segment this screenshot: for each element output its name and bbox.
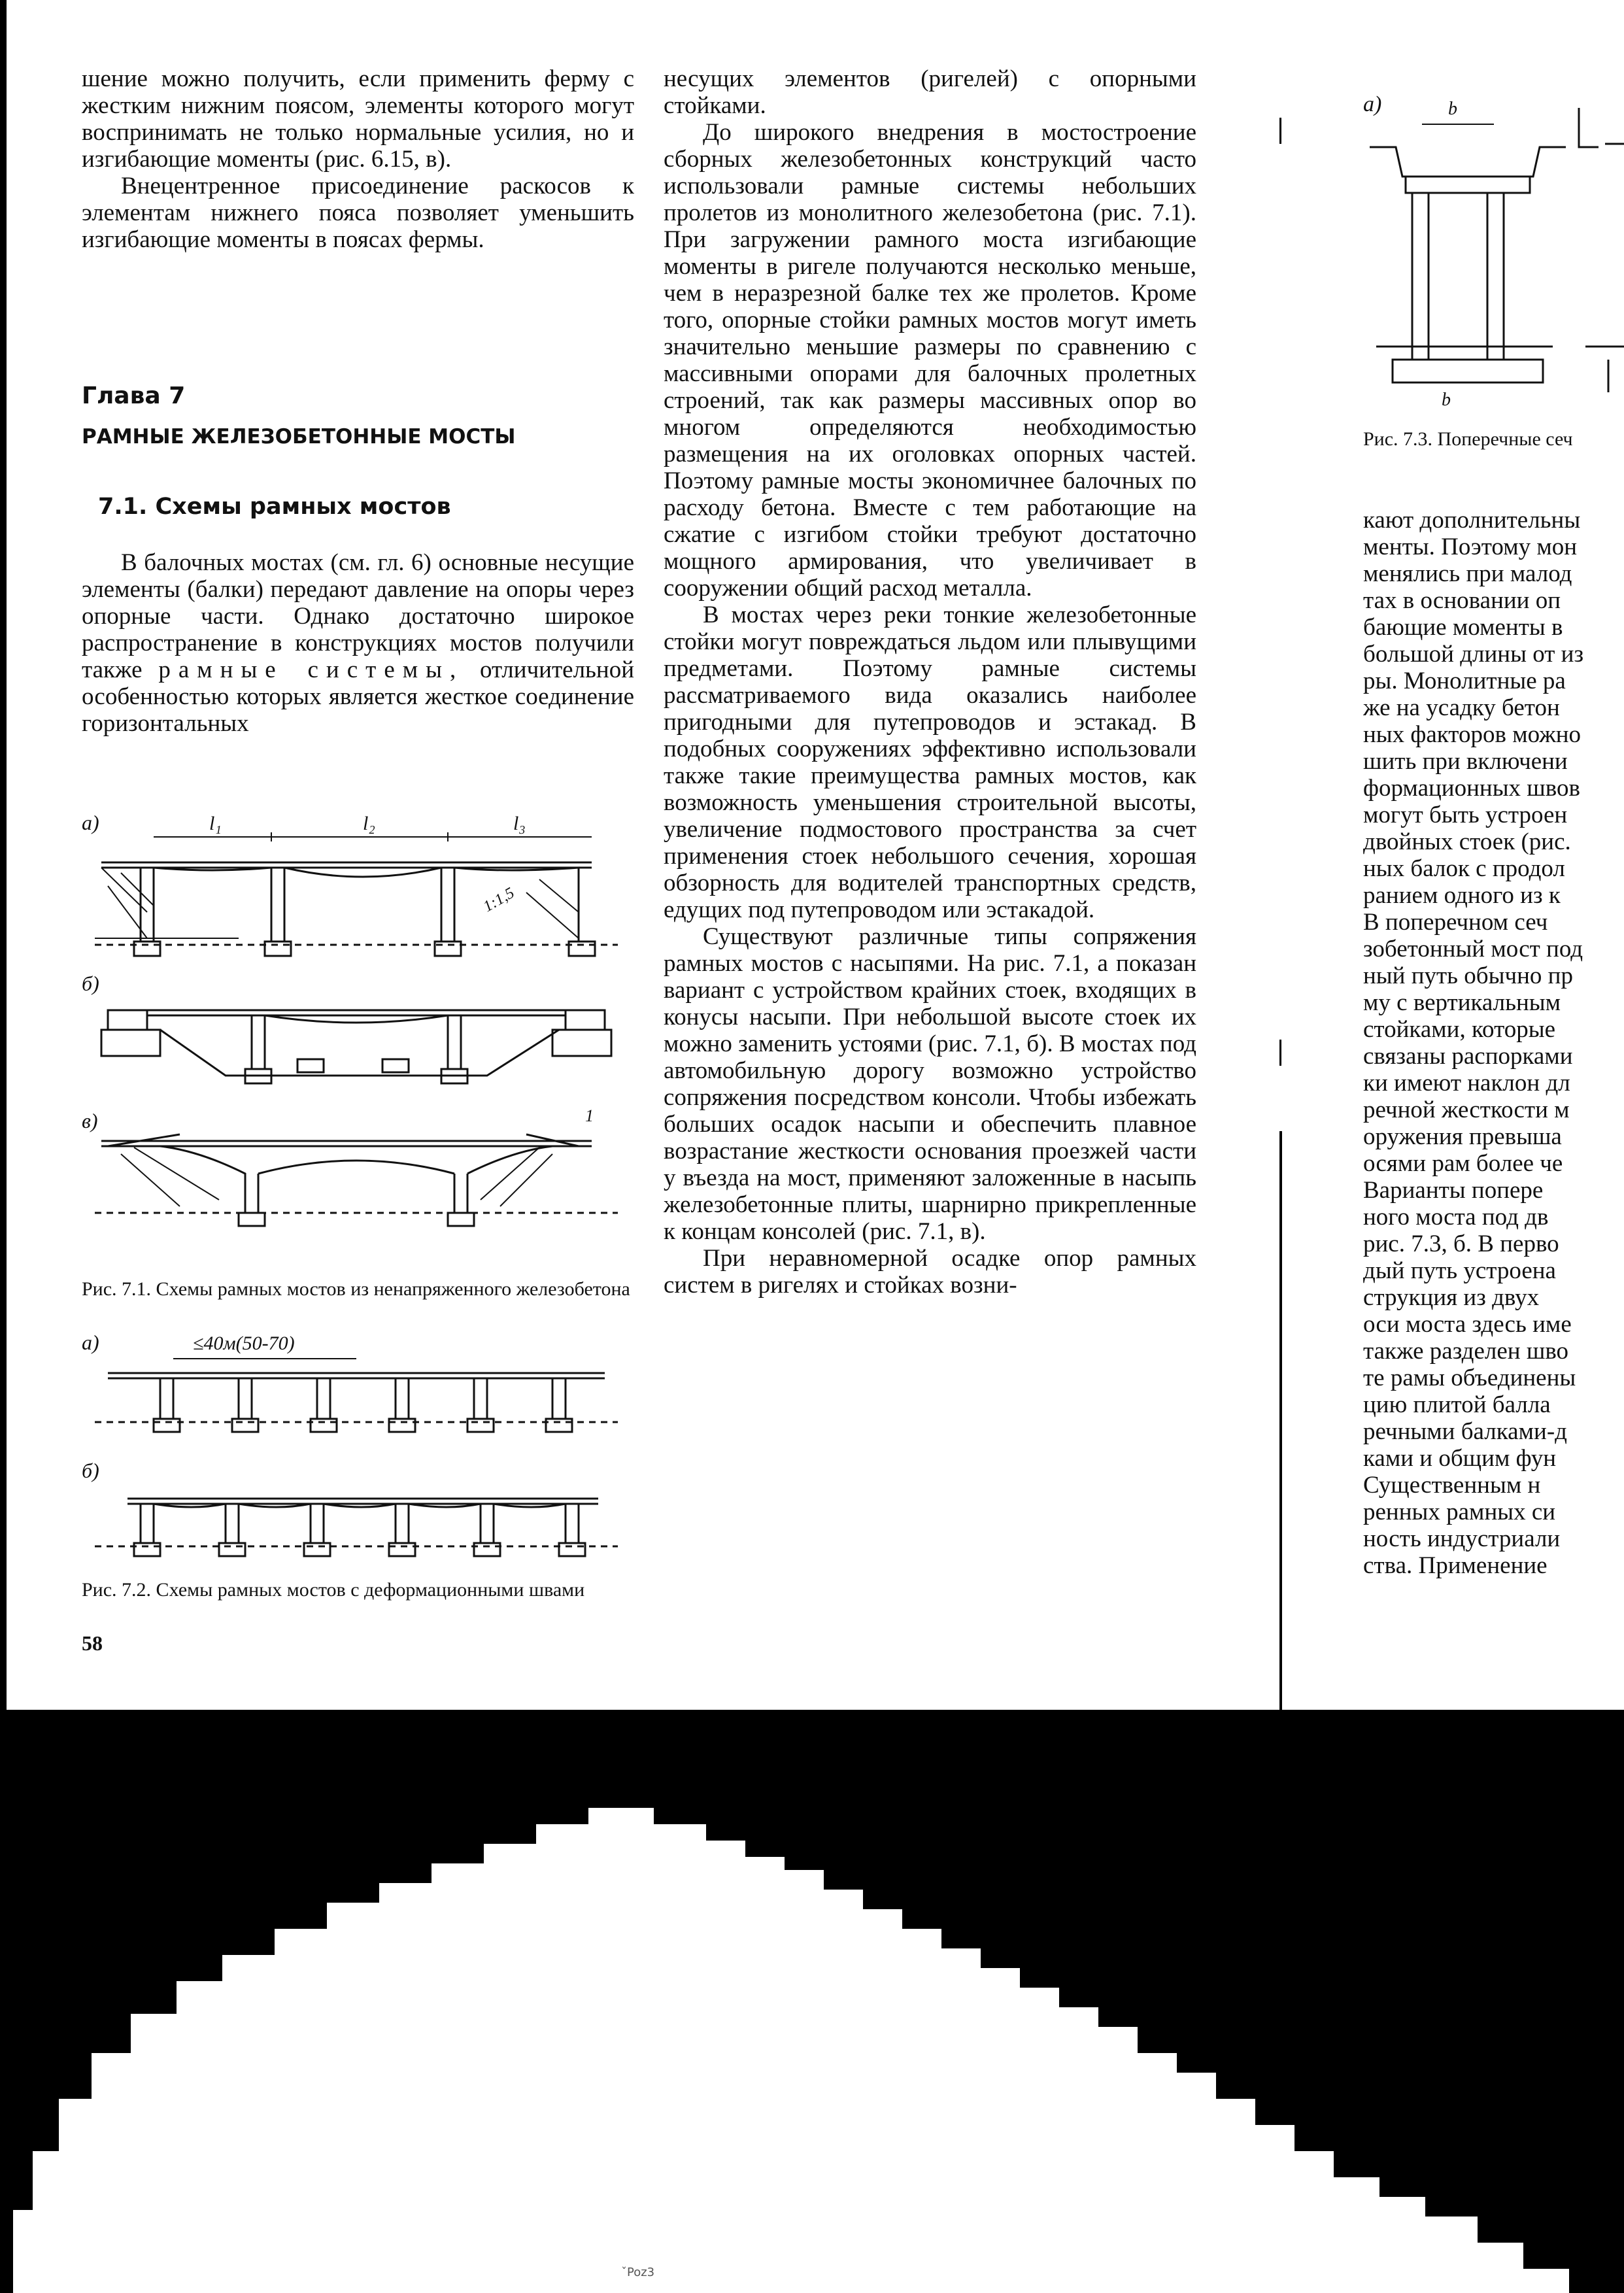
right-text-line: ранием одного из к xyxy=(1363,882,1561,909)
right-text-line: струкция из двух xyxy=(1363,1284,1540,1311)
fig71-l2: l₂ xyxy=(363,813,375,834)
right-text-line: речной жесткости м xyxy=(1363,1096,1570,1123)
right-text-line: оси моста здесь име xyxy=(1363,1311,1572,1338)
fig72-span: ≤40м(50-70) xyxy=(193,1333,295,1354)
right-text-line: В поперечном сеч xyxy=(1363,909,1548,936)
right-text-line: те рамы объединены xyxy=(1363,1365,1576,1391)
page-number: 58 xyxy=(82,1631,103,1655)
fig73-label-a: а) xyxy=(1363,92,1382,116)
right-text-line: большой длины от из xyxy=(1363,641,1584,668)
fig73-b-bottom: b xyxy=(1442,390,1451,410)
right-text-line: ных факторов можно xyxy=(1363,721,1582,748)
right-text-line: двойных стоек (рис. xyxy=(1363,828,1571,855)
right-text-line: связаны распорками xyxy=(1363,1043,1573,1070)
intro-text: В балочных мостах (см. гл. 6) основные несущие элементы (балки) передают давление на опоры через опорные части. Однако достаточно широкое распространение в конструкциях мостов получили также xyxy=(82,549,634,683)
fig71-l3: l₃ xyxy=(513,813,526,834)
right-text-line: Варианты попере xyxy=(1363,1177,1544,1204)
fig71-label-v: в) xyxy=(82,1109,98,1132)
right-text-line: менялись при малод xyxy=(1363,560,1572,587)
right-text-line: оружения превыша xyxy=(1363,1123,1562,1150)
right-text-line: цию плитой балла xyxy=(1363,1391,1551,1418)
right-text-line: шить при включени xyxy=(1363,748,1568,775)
intro-spaced-term: рамные системы, xyxy=(158,656,464,683)
chapter-title: РАМНЫЕ ЖЕЛЕЗОБЕТОННЫЕ МОСТЫ xyxy=(82,425,516,449)
right-text-line: Существенным н xyxy=(1363,1472,1541,1499)
fig71-caption: Рис. 7.1. Схемы рамных мостов из ненапряженного железобетона xyxy=(82,1278,630,1300)
fig71-slope: 1:1,5 xyxy=(481,884,518,916)
right-text-line: стойками, которые xyxy=(1363,1016,1556,1043)
right-text-line: также разделен шво xyxy=(1363,1338,1569,1365)
scan-mark: ˇPoz3 xyxy=(621,2266,655,2279)
right-text-line: осями рам более че xyxy=(1363,1150,1563,1177)
fig72-label-b: б) xyxy=(82,1459,99,1482)
right-text-line: же на усадку бетон xyxy=(1363,694,1560,721)
paragraph-continuation: шение можно получить, если применить ферму с жестким нижним поясом, элементы которого могут воспринимать не только нормальные усилия, но и изгибающие моменты (рис. 6.15, в). xyxy=(82,65,634,173)
right-text-line: могут быть устроен xyxy=(1363,802,1568,828)
middle-paragraph-5: При неравномерной осадке опор рамных систем в ригелях и стойках возни- xyxy=(664,1245,1196,1299)
right-text-line: ный путь обычно пр xyxy=(1363,962,1573,989)
right-text-line: дый путь устроена xyxy=(1363,1257,1556,1284)
fig71-callout: 1 xyxy=(585,1106,594,1125)
chapter-label: Глава 7 xyxy=(82,382,186,409)
right-text-line: ность индустриали xyxy=(1363,1525,1561,1552)
right-text-line: ки имеют наклон дл xyxy=(1363,1070,1570,1096)
paragraph-eccentric: Внецентренное присоединение раскосов к элементам нижнего пояса позволяет уменьшить изгибающие моменты в поясах фермы. xyxy=(82,173,634,253)
fig72-caption: Рис. 7.2. Схемы рамных мостов с деформационными швами xyxy=(82,1579,585,1601)
right-text-line: ренных рамных си xyxy=(1363,1499,1556,1525)
right-text-line: бающие моменты в xyxy=(1363,614,1563,641)
right-text-line: ных балок с продол xyxy=(1363,855,1565,882)
fig71-label-b: б) xyxy=(82,972,99,995)
right-text-line: формационных швов xyxy=(1363,775,1580,802)
right-text-line: менты. Поэтому мон xyxy=(1363,534,1578,560)
right-text-line: рис. 7.3, б. В перво xyxy=(1363,1231,1559,1257)
right-text-line: кают дополнительны xyxy=(1363,507,1581,534)
fig73-b-top: b xyxy=(1448,99,1457,119)
right-text-line: ства. Применение xyxy=(1363,1552,1548,1579)
right-text-line: зобетонный мост под xyxy=(1363,936,1583,962)
right-text-line: ками и общим фун xyxy=(1363,1445,1556,1472)
middle-paragraph-4: Существуют различные типы сопряжения рамных мостов с насыпями. На рис. 7.1, а показан вариант с устройством крайних стоек, входящих в конусы насыпи. При небольшой высоте стоек их можно заменить устоями (рис. 7.1, б). В мостах под автомобильную дорогу возможно устройство сопряжения посредством консоли. Чтобы избежать больших осадок насыпи и обеспечить плавное возрастание жесткости основания проезжей части у въезда на мост, применяют заложенные в насыпь железобетонные плиты, шарнирно прикрепленные к концам консолей (рис. 7.1, в). xyxy=(664,923,1196,1245)
right-text-line: ного моста под дв xyxy=(1363,1204,1549,1231)
right-text-line: му с вертикальным xyxy=(1363,989,1561,1016)
fig73-caption: Рис. 7.3. Поперечные сеч xyxy=(1363,428,1573,450)
right-text-line: речными балками-д xyxy=(1363,1418,1567,1445)
fig72-label-a: а) xyxy=(82,1331,99,1354)
middle-paragraph-2: До широкого внедрения в мостостроение сборных железобетонных конструкций часто использовали рамные системы небольших пролетов из монолитного железобетона (рис. 7.1). При загружении рамного моста изгибающие моменты в ригеле получаются несколько меньше, чем в неразрезной балке тех же пролетов. Кроме того, опорные стойки рамных мостов могут иметь значительно меньшие размеры по сравнению с массивными опорами для балочных пролетных строений, так как размеры массивных опор во многом определяются необходимостью размещения на их оголовках опорных частей. Поэтому рамные мосты экономичнее балочных по расходу бетона. Вместе с тем работающие на сжатие с изгибом стойки требуют достаточно мощного армирования, что увеличивает в сооружении общий расход металла. xyxy=(664,119,1196,602)
middle-paragraph-3: В мостах через реки тонкие железобетонные стойки могут повреждаться льдом или плывущими предметами. Поэтому рамные системы рассматриваемого вида оказались наиболее пригодными для путепроводов и эстакад. В подобных сооружениях эффективно использовали также такие преимущества рамных мостов, как возможность уменьшения строительной высоты, увеличение подмостового пространства за счет применения стоек небольшого сечения, хорошая обзорность для водителей транспортных средств, едущих под путепроводом или эстакадой. xyxy=(664,602,1196,923)
middle-paragraph-1: несущих элементов (ригелей) с опорными стойками. xyxy=(664,65,1196,119)
fig71-l1: l₁ xyxy=(209,813,222,834)
right-text-line: ры. Монолитные ра xyxy=(1363,668,1566,694)
right-text-line: тах в основании оп xyxy=(1363,587,1561,614)
section-title: 7.1. Схемы рамных мостов xyxy=(98,494,451,520)
fig71-label-a: а) xyxy=(82,811,99,834)
intro-tail: отличительной особенностью которых является жесткое соединение горизонтальных xyxy=(82,656,635,737)
